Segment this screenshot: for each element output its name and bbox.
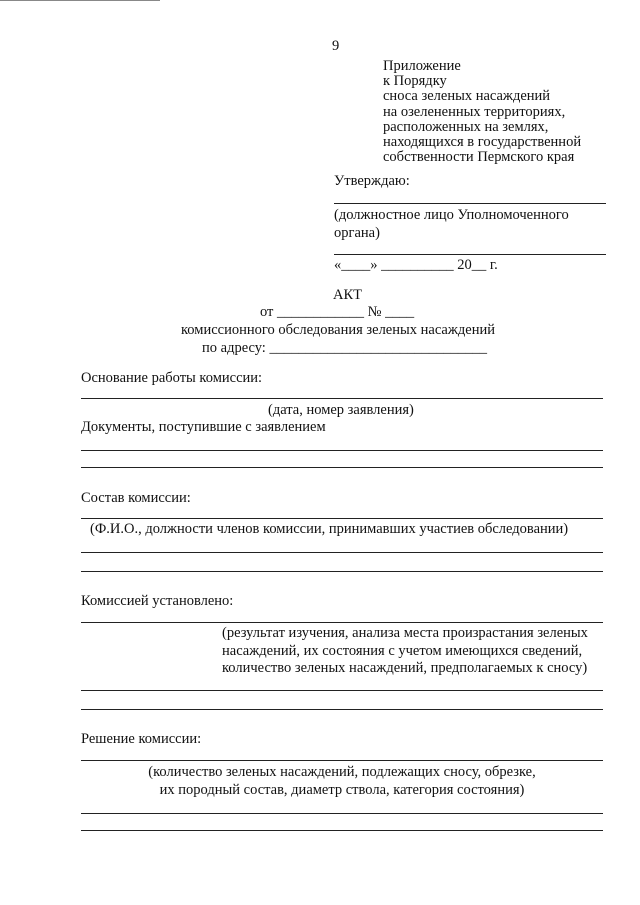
decision-hint (81, 764, 603, 799)
established-fill-line-2 (81, 690, 603, 691)
act-subtitle: комиссионного обследования зеленых насаждений (181, 322, 495, 338)
composition-fill-line-2 (81, 552, 603, 553)
approval-date: «____» __________ 20__ г. (334, 257, 498, 273)
approval-signature-line (334, 203, 606, 204)
approval-label: Утверждаю: (334, 173, 410, 189)
established-hint-line: количество зеленых насаждений, предполагаемых к сносу) (222, 660, 588, 676)
established-fill-line-1 (81, 622, 603, 623)
appendix-line: сноса зеленых насаждений (383, 88, 551, 105)
documents-fill-line-2 (81, 467, 603, 468)
approval-official-line2: органа) (334, 225, 380, 241)
approval-official-line1: (должностное лицо Уполномоченного (334, 207, 569, 223)
basis-hint: (дата, номер заявления) (268, 402, 414, 418)
basis-label: Основание работы комиссии: (81, 370, 263, 386)
decision-fill-line-3 (81, 830, 603, 831)
basis-fill-line (81, 398, 603, 399)
decision-fill-line-1 (81, 760, 603, 761)
established-hint-line: (результат изучения, анализа места произрастания зеленых (222, 625, 588, 641)
composition-fill-line-3 (81, 571, 603, 572)
documents-label: Документы, поступившие с заявлением (81, 419, 326, 435)
appendix-line: Приложение (383, 58, 461, 74)
composition-hint: (Ф.И.О., должности членов комиссии, принимавших участиев обследовании) (90, 521, 569, 537)
established-fill-line-3 (81, 709, 603, 710)
page-corner-rule (0, 0, 160, 1)
appendix-line: к Порядку (383, 73, 447, 90)
decision-fill-line-2 (81, 813, 603, 814)
established-hint (222, 625, 588, 678)
appendix-block (383, 59, 581, 165)
decision-hint-line: их породный состав, диаметр ствола, категория состояния) (159, 781, 525, 798)
established-label: Комиссией установлено: (81, 593, 234, 609)
act-address: по адресу: ______________________________ (202, 340, 487, 356)
appendix-line: находящихся в государственной (383, 134, 582, 151)
appendix-line: на озелененных территориях, (383, 103, 566, 120)
composition-fill-line-1 (81, 518, 603, 519)
appendix-line: расположенных на землях, (383, 118, 549, 135)
decision-hint-line: (количество зеленых насаждений, подлежащих сносу, обрезке, (148, 764, 536, 780)
composition-label: Состав комиссии: (81, 490, 191, 506)
appendix-line: собственности Пермского края (383, 149, 575, 166)
act-from-line: от ____________ № ____ (260, 304, 415, 320)
documents-fill-line-1 (81, 450, 603, 451)
established-hint-line: насаждений, их состояния с учетом имеющихся сведений, (222, 642, 583, 659)
act-title: АКТ (333, 287, 362, 303)
decision-label: Решение комиссии: (81, 731, 202, 747)
approval-name-line (334, 254, 606, 255)
page-number: 9 (332, 38, 340, 54)
